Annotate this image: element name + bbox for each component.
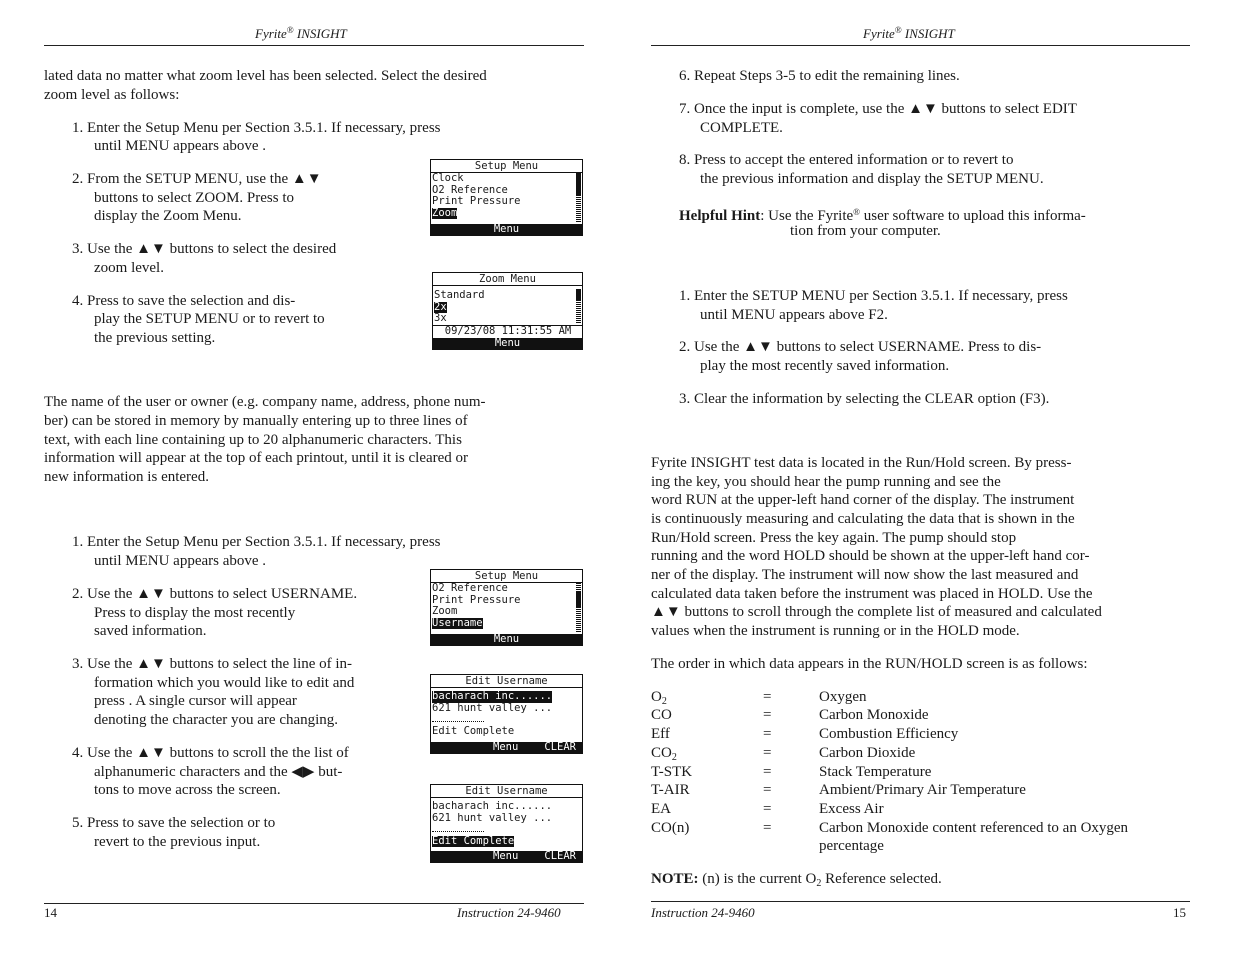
screen-line: O2 Reference: [432, 582, 508, 594]
left-header-rule: [44, 45, 584, 46]
softkey-menu: Menu: [493, 850, 519, 862]
note: [651, 870, 942, 894]
table-desc: Oxygen: [819, 689, 867, 705]
edit-username-screen-2: [430, 784, 583, 863]
table-eq: =: [763, 801, 772, 817]
run-para-1: Fyrite INSIGHT test data is located in the Run/Hold screen. By press-: [651, 455, 1072, 471]
table-abbr-sub: 2: [671, 752, 677, 763]
edit-step-6: 6. Repeat Steps 3-5 to edit the remaining lines.: [679, 68, 960, 84]
screen-line: Zoom: [432, 605, 458, 617]
intro-line-1: lated data no matter what zoom level has been selected. Select the desired: [44, 68, 487, 84]
right-page-number: 15: [1173, 905, 1186, 920]
softkey-menu: Menu: [493, 223, 520, 235]
scrollbar-thumb: [576, 592, 581, 608]
user-step-4b: alphanumeric characters and the ◀▶ but-: [94, 764, 343, 780]
right-footer-doc: Instruction 24-9460: [651, 905, 755, 920]
table-abbr: O: [651, 689, 662, 705]
user-step-3a: 3. Use the ▲▼ buttons to select the line of in-: [72, 656, 353, 672]
screen-line-selected: [431, 836, 582, 848]
table-abbr: T-AIR: [651, 782, 690, 798]
table-desc-cont: percentage: [819, 838, 884, 854]
softkey-clear: CLEAR: [544, 850, 576, 862]
table-abbr: CO: [651, 745, 672, 761]
table-eq: =: [763, 707, 772, 723]
user-step-1a: 1. Enter the Setup Menu per Section 3.5.1. If necessary, press: [72, 534, 441, 550]
run-para-9: ▲▼ buttons to scroll through the complete list of measured and calculated: [651, 604, 1102, 620]
note-sub: 2: [816, 878, 822, 889]
table-eq: =: [763, 689, 772, 705]
run-para-10: values when the instrument is running or in the HOLD mode.: [651, 623, 1020, 639]
left-page-number: 14: [44, 905, 57, 920]
screen-line-empty: [431, 824, 582, 836]
registered-mark: ®: [894, 25, 902, 35]
table-desc: Excess Air: [819, 801, 884, 817]
zoom-step-1a: 1. Enter the Setup Menu per Section 3.5.1. If necessary, press: [72, 120, 441, 136]
header-brand: Fyrite: [255, 26, 287, 41]
table-abbr: CO(n): [651, 820, 690, 836]
softkey-menu: Menu: [493, 741, 519, 753]
selected-item: Edit Complete: [432, 834, 515, 847]
zoom-step-2a: 2. From the SETUP MENU, use the ▲▼: [72, 171, 322, 187]
zoom-step-2c: display the Zoom Menu.: [94, 208, 242, 224]
scrollbar-thumb: [576, 289, 581, 301]
table-row: [651, 763, 692, 782]
screen-line-empty: [431, 714, 582, 726]
order-intro: The order in which data appears in the RUN/HOLD screen is as follows:: [651, 656, 1088, 672]
user-para-3: text, with each line containing up to 20 alphanumeric characters. This: [44, 432, 462, 448]
clear-step-1b: until MENU appears above F2.: [700, 307, 888, 323]
user-para-2: ber) can be stored in memory by manually entering up to three lines of: [44, 413, 468, 429]
table-abbr: EA: [651, 801, 671, 817]
table-abbr-sub: 2: [661, 696, 667, 707]
screen-line-selected: [431, 691, 582, 703]
intro-line-2: zoom level as follows:: [44, 87, 180, 103]
table-abbr: T-STK: [651, 764, 693, 780]
edit-username-screen-1: [430, 674, 583, 754]
run-para-2: ing the key, you should hear the pump running and see the: [651, 474, 1001, 490]
user-step-1b: until MENU appears above .: [94, 553, 267, 569]
table-abbr: CO: [651, 707, 672, 723]
screen-line-selected: [431, 618, 582, 630]
selected-item: Zoom: [432, 206, 458, 219]
screen-title: Edit Username: [431, 785, 582, 798]
user-step-3b: formation which you would like to edit and: [94, 675, 355, 691]
run-para-5: Run/Hold screen. Press the key again. The pump should stop: [651, 530, 1017, 546]
user-step-3d: denoting the character you are changing.: [94, 712, 339, 728]
user-step-2b: Press to display the most recently: [94, 605, 296, 621]
clear-step-2a: 2. Use the ▲▼ buttons to select USERNAME. Press to dis-: [679, 339, 1042, 355]
zoom-step-2b: buttons to select ZOOM. Press to: [94, 190, 294, 206]
header-title: INSIGHT: [296, 26, 347, 41]
table-row: [651, 781, 690, 800]
edit-step-8a: 8. Press to accept the entered information or to revert to: [679, 152, 1014, 168]
user-para-1: The name of the user or owner (e.g. company name, address, phone num-: [44, 394, 486, 410]
table-eq: =: [763, 745, 772, 761]
zoom-step-1b: until MENU appears above .: [94, 138, 267, 154]
run-para-7: ner of the display. The instrument will now show the last measured and: [651, 567, 1079, 583]
zoom-step-4b: play the SETUP MENU or to revert to: [94, 311, 325, 327]
screen-title: Edit Username: [431, 675, 582, 688]
run-para-4: is continuously measuring and calculating the data that is shown in the: [651, 511, 1075, 527]
hint-text-1: : Use the Fyrite: [760, 208, 854, 224]
screen-line: Standard: [434, 289, 485, 301]
table-eq: =: [763, 820, 772, 836]
table-row: [651, 725, 670, 744]
hint-label: Helpful Hint: [679, 208, 761, 224]
user-para-5: new information is entered.: [44, 469, 209, 485]
table-desc: Carbon Monoxide content referenced to an Oxygen: [819, 820, 1129, 836]
run-para-8: calculated data taken before the instrument was placed in HOLD. Use the: [651, 586, 1093, 602]
table-desc: Carbon Monoxide: [819, 707, 929, 723]
right-header-rule: [651, 45, 1190, 46]
user-step-4c: tons to move across the screen.: [94, 782, 281, 798]
screen-title: Zoom Menu: [433, 273, 582, 286]
note-text-1: (n) is the current O: [698, 871, 817, 887]
clear-step-3: 3. Clear the information by selecting the CLEAR option (F3).: [679, 391, 1050, 407]
user-step-3c: press . A single cursor will appear: [94, 693, 297, 709]
user-step-5a: 5. Press to save the selection or to: [72, 815, 276, 831]
zoom-step-3a: 3. Use the ▲▼ buttons to select the desired: [72, 241, 337, 257]
screen-line: Edit Complete: [432, 724, 515, 737]
zoom-step-3b: zoom level.: [94, 260, 164, 276]
table-eq: =: [763, 726, 772, 742]
screen-line: Print Pressure: [432, 195, 521, 207]
softkey-clear: CLEAR: [544, 741, 576, 753]
softkey-bar: [431, 851, 582, 862]
screen-line: 621 hunt valley ...: [432, 701, 553, 714]
screen-line: O2 Reference: [432, 183, 508, 196]
right-page-header: [863, 25, 955, 42]
hint-reg: ®: [853, 207, 861, 217]
table-desc: Carbon Dioxide: [819, 745, 916, 761]
hint-text-3: tion from your computer.: [790, 223, 941, 239]
run-para-6: running and the word HOLD should be shown at the upper-left hand cor-: [651, 548, 1090, 564]
screen-title: Setup Menu: [431, 570, 582, 583]
user-step-4a: 4. Use the ▲▼ buttons to scroll the the list of: [72, 745, 349, 761]
user-step-5b: revert to the previous input.: [94, 834, 261, 850]
screen-line-selected: [433, 302, 582, 314]
softkey-menu: Menu: [494, 337, 521, 349]
left-footer-doc: Instruction 24-9460: [457, 905, 561, 920]
table-eq: =: [763, 782, 772, 798]
zoom-step-4c: the previous setting.: [94, 330, 216, 346]
zoom-step-4a: 4. Press to save the selection and dis-: [72, 293, 296, 309]
edit-step-7b: COMPLETE.: [700, 120, 783, 136]
note-label: NOTE:: [651, 871, 699, 887]
user-para-4: information will appear at the top of each printout, until it is cleared or: [44, 450, 469, 466]
softkey-bar: [433, 338, 582, 349]
right-footer-rule: [651, 901, 1190, 902]
header-brand: Fyrite: [863, 26, 895, 41]
softkey-bar: [431, 224, 582, 235]
screen-line: 3x: [434, 312, 447, 324]
datetime: 09/23/08 11:31:55 AM: [433, 325, 582, 338]
run-para-3: word RUN at the upper-left hand corner of the display. The instrument: [651, 492, 1075, 508]
selected-item: bacharach inc......: [432, 690, 553, 702]
edit-step-7a: 7. Once the input is complete, use the ▲▼ buttons to select EDIT: [679, 101, 1077, 117]
left-page-header: [255, 25, 347, 42]
table-desc: Stack Temperature: [819, 764, 932, 780]
scrollbar-thumb: [576, 174, 581, 196]
selected-item: Username: [432, 616, 483, 629]
setup-menu-screen-1: [430, 159, 583, 236]
edit-step-8b: the previous information and display the SETUP MENU.: [700, 171, 1044, 187]
hint-text-2: user software to upload this informa-: [860, 208, 1086, 224]
screen-line: Print Pressure: [432, 593, 521, 606]
screen-line: Clock: [432, 172, 464, 184]
setup-menu-screen-2: [430, 569, 583, 646]
screen-line-selected: [431, 208, 582, 220]
table-desc: Combustion Efficiency: [819, 726, 959, 742]
empty-line-dots: [432, 715, 484, 722]
user-step-2a: 2. Use the ▲▼ buttons to select USERNAME.: [72, 586, 358, 602]
registered-mark: ®: [286, 25, 294, 35]
screen-line: 621 hunt valley ...: [432, 811, 553, 824]
table-desc: Ambient/Primary Air Temperature: [819, 782, 1026, 798]
selected-item: 2x: [434, 300, 447, 313]
empty-line-dots: [432, 825, 484, 832]
table-eq: =: [763, 764, 772, 780]
table-abbr: Eff: [651, 726, 670, 742]
softkey-bar: [431, 742, 582, 753]
screen-line: bacharach inc......: [432, 800, 553, 812]
table-row: [651, 800, 671, 819]
softkey-menu: Menu: [493, 633, 520, 645]
screen-title: Setup Menu: [431, 160, 582, 173]
table-row: [651, 819, 689, 838]
clear-step-1a: 1. Enter the SETUP MENU per Section 3.5.1. If necessary, press: [679, 288, 1068, 304]
note-text-2: Reference selected.: [821, 871, 942, 887]
softkey-bar: [431, 634, 582, 645]
zoom-menu-screen: [432, 272, 583, 350]
user-step-2c: saved information.: [94, 623, 207, 639]
clear-step-2b: play the most recently saved information.: [700, 358, 950, 374]
table-row: [651, 706, 672, 725]
header-title: INSIGHT: [904, 26, 955, 41]
left-footer-rule: [44, 903, 584, 904]
